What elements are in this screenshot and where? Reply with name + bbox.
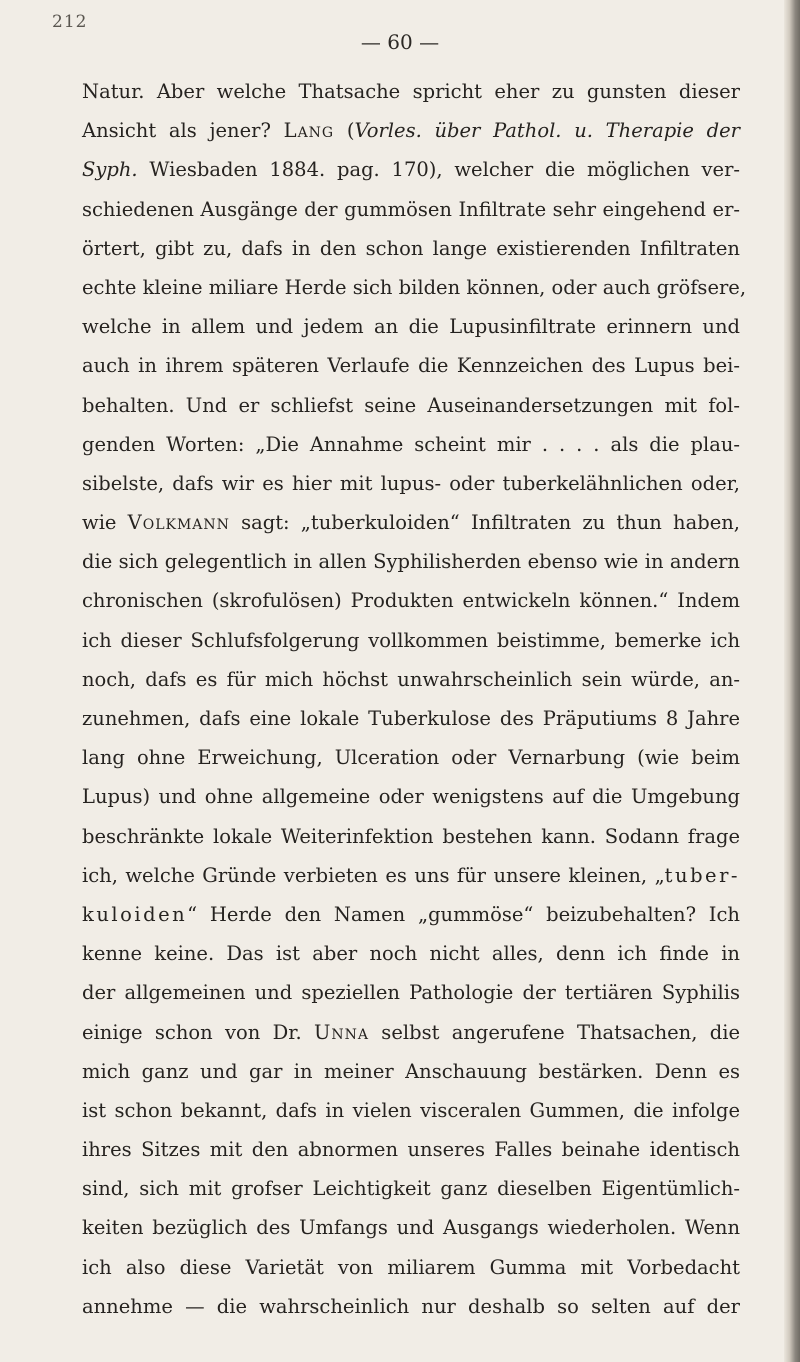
text-line: welche in allem und jedem an die Lupusinfiltrate erinnern und	[82, 315, 740, 339]
text-line: Ansicht als jener? Lang (Vorles. über Pathol. u. Therapie der	[82, 119, 740, 143]
text-line: mich ganz und gar in meiner Anschauung bestärken. Denn es	[82, 1059, 740, 1083]
text-line: Syph. Wiesbaden 1884. pag. 170), welcher die möglichen ver-	[82, 158, 740, 182]
body-text	[82, 72, 747, 1326]
author-name: Volkmann	[127, 511, 230, 535]
scan-edge	[784, 0, 800, 1362]
text-line: keiten bezüglich des Umfangs und Ausgangs wiederholen. Wenn	[82, 1216, 740, 1240]
text-line: einige schon von Dr. Unna selbst angerufene Thatsachen, die	[82, 1020, 740, 1044]
text-line: Natur. Aber welche Thatsache spricht eher zu gunsten dieser	[82, 80, 740, 103]
text-line: sind, sich mit grofser Leichtigkeit ganz dieselben Eigentümlich-	[82, 1177, 740, 1201]
text-line: noch, dafs es für mich höchst unwahrscheinlich sein würde, an-	[82, 667, 740, 691]
spaced-term: tuber-	[664, 863, 740, 887]
text-line: genden Worten: „Die Annahme scheint mir . . . . als die plau-	[82, 432, 740, 456]
text-line: annehme — die wahrscheinlich nur deshalb so selten auf der	[82, 1294, 740, 1318]
text-line: Lupus) und ohne allgemeine oder wenigstens auf die Umgebung	[82, 785, 740, 809]
text-line: ich dieser Schlufsfolgerung vollkommen beistimme, bemerke ich	[82, 628, 740, 652]
text-line: sibelste, dafs wir es hier mit lupus- oder tuberkelähnlichen oder,	[82, 471, 740, 495]
text-line: kuloiden“ Herde den Namen „gummöse“ beizubehalten? Ich	[82, 902, 740, 926]
text-line: der allgemeinen und speziellen Pathologie der tertiären Syphilis	[82, 981, 740, 1005]
author-name: Unna	[313, 1020, 369, 1044]
author-name: Lang	[283, 119, 335, 143]
text-line: ich also diese Varietät von miliarem Gumma mit Vorbedacht	[82, 1255, 740, 1279]
text-line: kenne keine. Das ist aber noch nicht alles, denn ich finde in	[82, 942, 740, 966]
text-line: auch in ihrem späteren Verlaufe die Kennzeichen des Lupus bei-	[82, 354, 740, 378]
margin-page-number: 212	[52, 12, 88, 32]
text-line: ich, welche Gründe verbieten es uns für unsere kleinen, „tuber-	[82, 863, 740, 887]
text-line: zunehmen, dafs eine lokale Tuberkulose des Präputiums 8 Jahre	[82, 707, 740, 730]
spaced-term: kuloiden	[82, 902, 188, 926]
page-folio: — 60 —	[360, 30, 440, 54]
text-line: die sich gelegentlich in allen Syphilisherden ebenso wie in andern	[82, 550, 740, 574]
citation-title: Vorles. über Pathol. u. Therapie der	[354, 119, 740, 143]
text-line: schiedenen Ausgänge der gummösen Infiltrate sehr eingehend er-	[82, 197, 740, 221]
text-line: ihres Sitzes mit den abnormen unseres Falles beinahe identisch	[82, 1138, 740, 1162]
text-line: echte kleine miliare Herde sich bilden können, oder auch gröfsere,	[82, 275, 747, 299]
text-line: behalten. Und er schliefst seine Auseinandersetzungen mit fol-	[82, 393, 740, 417]
text-line: wie Volkmann sagt: „tuberkuloiden“ Infiltraten zu thun haben,	[82, 511, 741, 535]
text-line: örtert, gibt zu, dafs in den schon lange existierenden Infiltraten	[82, 236, 740, 260]
text-line: chronischen (skrofulösen) Produkten entwickeln können.“ Indem	[82, 589, 740, 613]
text-line: ist schon bekannt, dafs in vielen visceralen Gummen, die infolge	[82, 1098, 740, 1122]
citation-title: Syph.	[82, 158, 138, 182]
text-line: beschränkte lokale Weiterinfektion bestehen kann. Sodann frage	[82, 824, 740, 848]
text-line: lang ohne Erweichung, Ulceration oder Vernarbung (wie beim	[82, 746, 740, 770]
